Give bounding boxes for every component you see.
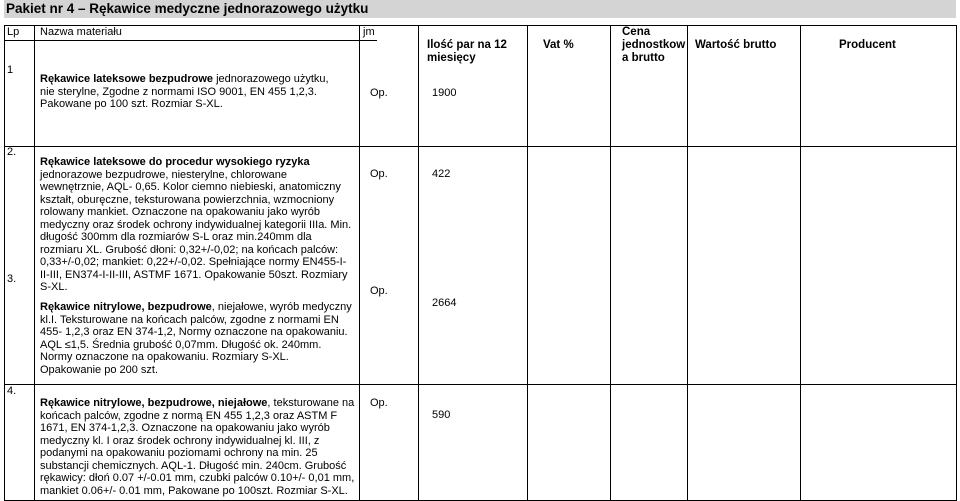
header-vat: Vat % [543,39,574,51]
col-line [687,25,688,501]
col-line [610,25,611,501]
header-nazwa: Nazwa materiału [40,26,122,38]
col-line [527,25,528,501]
header-producent: Producent [839,39,896,51]
row-name-bold: Rękawice lateksowe bezpudrowe [40,73,214,85]
row-name-bold: Rękawice lateksowe do procedur wysokiego ryzyka [40,156,310,168]
row-jm: Op. [370,168,388,180]
header-divider [4,40,377,41]
row-ilosc: 2664 [432,297,457,309]
col-line [956,25,957,501]
row-description [40,301,352,376]
row-lp: 4. [7,385,17,397]
row-description [40,73,340,111]
row-ilosc: 590 [432,409,451,421]
items-table [4,25,957,501]
row-name-bold: Rękawice nitrylowe, bezpudrowe [40,301,212,313]
row-lp: 2. [7,146,17,158]
header-jm: jm [363,26,375,38]
col-line [418,25,419,501]
row-ilosc: 422 [432,168,451,180]
header-wartosc: Wartość brutto [695,39,777,51]
col-line [4,25,5,501]
row-jm: Op. [370,397,388,409]
row-name-rest: , teksturowane na końcach palców, zgodne z normą EN 455 1,2,3 oraz ASTM F 1671, EN 374-1,2,3. Oznaczone na opakowaniu jako wyrób medyczny kl. I oraz środek ochrony indywidualnej kl. III, z podanymi na opakowaniu poziomami ochrony na min. 25 substancji chemicznych. AQL-1. Długość min. 240cm. Grubość rękawicy: dłoń 0.07 +/-0.01 mm, czubki palców 0.10+/- 0,01 mm, mankiet 0.06+/- 0.01 mm, Pakowane po 100szt. Rozmiar S-XL. [40,397,355,497]
row-name-rest: jednorazowego użytku, nie sterylne, Zgodne z normami ISO 9001, EN 455 1,2,3. Pakowane po 100 szt. Rozmiar S-XL. [40,73,329,110]
header-cena: Cena jednostkow a brutto [622,26,686,64]
header-lp: Lp [7,26,20,38]
row-lp: 1 [7,64,14,76]
row-ilosc: 1900 [432,87,457,99]
row-jm: Op. [370,285,388,297]
page-title: Pakiet nr 4 – Rękawice medyczne jednorazowego użytku [4,0,956,18]
row-lp: 3. [7,273,17,285]
row-jm: Op. [370,87,388,99]
row-description [40,156,352,294]
col-line [359,25,360,501]
row-description [40,397,358,497]
row-name-bold: Rękawice nitrylowe, bezpudrowe, niejałowe [40,397,268,409]
row-divider [4,384,957,385]
col-line [800,25,801,501]
col-line [34,25,35,501]
header-ilosc: Ilość par na 12 miesięcy [427,39,507,64]
row-name-rest: , niejałowe, wyrób medyczny kl.I. Teksturowane na końcach palców, zgodne z normami EN 455- 1,2,3 oraz EN 374-1,2, Normy oznaczone na opakowaniu. AQL ≤1,5. Średnia grubość 0,07mm. Długość ok. 240mm. Normy oznaczone na opakowaniu. Rozmiary S-XL. Opakowanie po 200 szt. [40,301,352,376]
row-divider [4,146,957,147]
table-border-top [4,25,957,26]
row-name-rest: jednorazowe bezpudrowe, niesterylne, chlorowane wewnętrznie, AQL- 0,65. Kolor ciemno niebieski, anatomiczny kształt, oburęczne, teksturowana powierzchnia, wzmocniony rolowany mankiet. Oznaczone na opakowaniu jako wyrób medyczny oraz środek ochrony indywidualnej kategorii IIIa. Min. długość 300mm dla rozmiarów S-L oraz min.240mm dla rozmiaru XL. Grubość dłoni: 0,32+/-0,02; na końcach palców: 0,33+/-0,02; mankiet: 0,22+/-0,02. Spełniające normy EN455-I-II-III, EN374-I-II-III, ASTMF 1671. Opakowanie 50szt. Rozmiary S-XL. [40,168,352,293]
